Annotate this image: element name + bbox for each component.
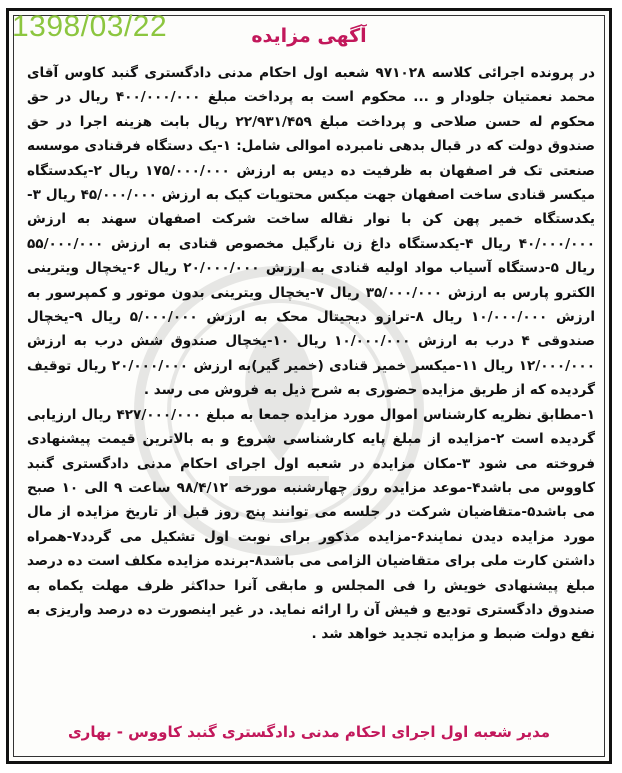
date-stamp: 1398/03/22 — [12, 10, 168, 43]
notice-frame — [6, 8, 612, 764]
notice-body — [27, 61, 595, 647]
notice-title: آگهی مزایده — [251, 25, 367, 47]
paragraph-auction-items: در پرونده اجرائی کلاسه ۹۷۱۰۲۸ شعبه اول احکام مدنی دادگستری گنبد کاوس آقای محمد نعمتیان جلودار و ... محکوم است به پرداخت مبلغ ۴۰۰/۰۰۰/۰۰۰ ریال در حق محکوم له حسن صلاحی و پرداخت مبلغ ۲۲/۹۳۱/۴۵۹ ریال بابت هزینه اجرا در حق صندوق دولت که در قبال بدهی نامبرده اموالی شامل: ۱-یک دستگاه فرقنادی موسسه صنعتی تک فر اصفهان به ظرفیت ده دیس به ارزش ۱۷۵/۰۰۰/۰۰۰ ریال ۲-یکدستگاه میکسر قنادی ساخت اصفهان جهت میکس محتویات کیک به ارزش ۴۵/۰۰۰/۰۰۰ ریال ۳-یکدستگاه خمیر پهن کن با نوار نقاله ساخت شرکت اصفهان سهند به ارزش ۴۰/۰۰۰/۰۰۰ ریال ۴-یکدستگاه داغ زن نارگیل مخصوص قنادی به ارزش ۵۵/۰۰۰/۰۰۰ ریال ۵-دستگاه آسیاب مواد اولیه قنادی به ارزش ۲۰/۰۰۰/۰۰۰ ریال ۶-یخچال ویترینی الکترو پارس به ارزش ۳۵/۰۰۰/۰۰۰ ریال ۷-یخچال ویترینی بدون موتور و کمپرسور به ارزش ۱۰/۰۰۰/۰۰۰ ریال ۸-ترازو دیجیتال محک به ارزش ۵/۰۰۰/۰۰۰ ریال ۹-یخچال صندوقی ۴ درب به ارزش ۱۰/۰۰۰/۰۰۰ ریال ۱۰-یخچال صندوق شش درب به ارزش ۱۲/۰۰۰/۰۰۰ ریال ۱۱-میکسر خمیر قنادی (خمیر گیر)به ارزش ۲۰/۰۰۰/۰۰۰ ریال توقیف گردیده که از طریق مزایده حضوری به شرح ذیل به فروش می رسد . — [27, 65, 596, 399]
notice-signature: مدیر شعبه اول اجرای احکام مدنی دادگستری گنبد کاووس - بهاری — [67, 723, 551, 741]
paragraph-auction-terms: ۱-مطابق نظریه کارشناس اموال مورد مزایده جمعا به مبلغ ۴۲۷/۰۰۰/۰۰۰ ریال ارزیابی گردیده است ۲-مزایده از مبلغ پایه کارشناسی شروع و به بالاترین قیمت پیشنهادی فروخته می شود ۳-مکان مزایده در شعبه اول اجرای احکام مدنی دادگستری گنبد کاووس می باشد۴-موعد مزایده روز چهارشنبه مورخه ۹۸/۴/۱۲ ساعت ۹ الی ۱۰ صبح می باشد۵-متقاضیان شرکت در جلسه می توانند پنج روز قبل از تاریخ مزایده از مال مورد مزایده دیدن نمایند۶-مزایده مذکور برای نوبت اول تشکیل می گردد۷-همراه داشتن کارت ملی برای متقاضیان الزامی می باشد۸-برنده مزایده مکلف است ده درصد مبلغ پیشنهادی خویش را فی المجلس و مابقی آنرا حداکثر ظرف مهلت یکماه به صندوق دادگستری تودیع و فیش آن را ارائه نماید. در غیر اینصورت ده درصد واریزی به نفع دولت ضبط و مزایده تجدید خواهد شد . — [27, 406, 596, 643]
